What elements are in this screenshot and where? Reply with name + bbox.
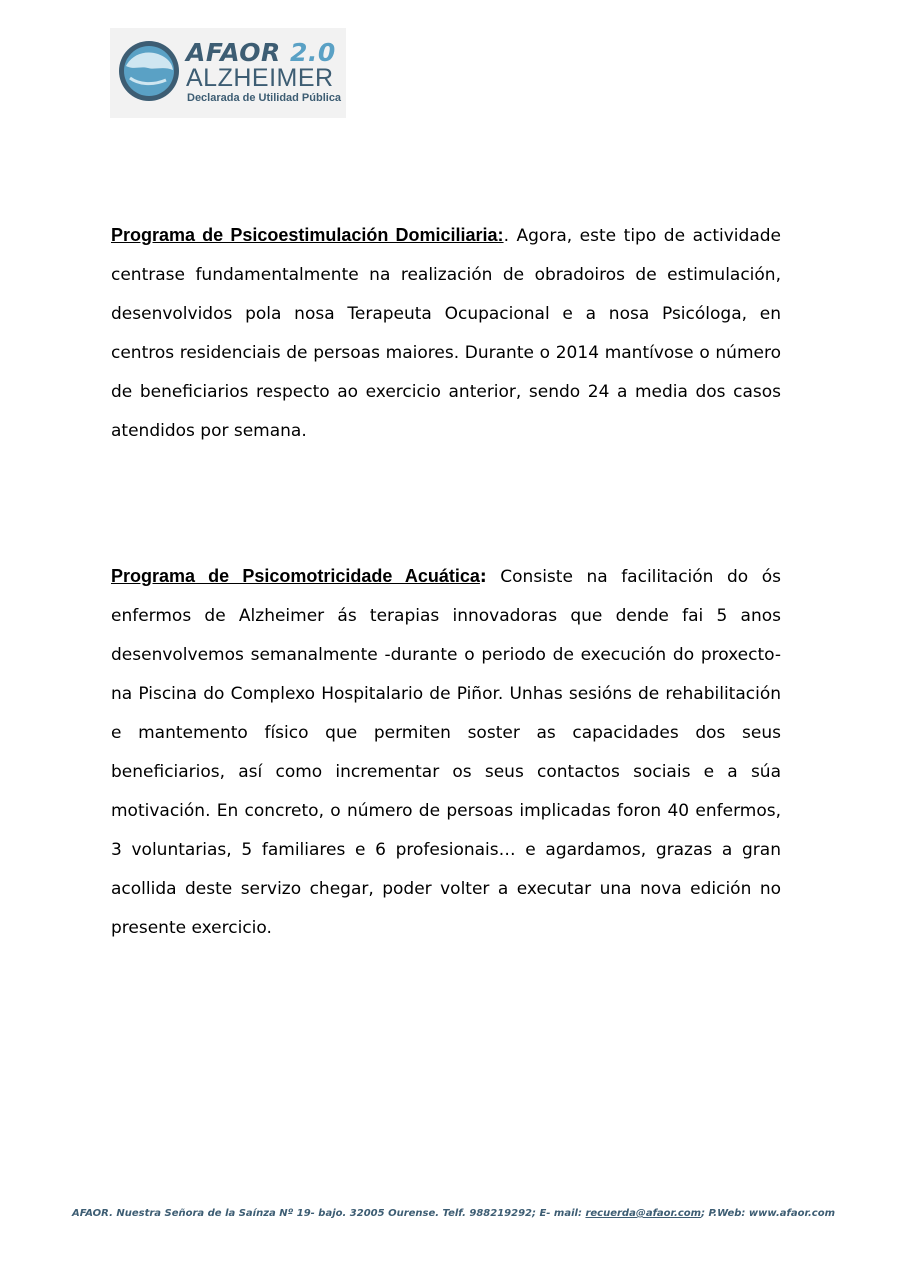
body-psicomotricidade: Consiste na facilitación do ós enfermos de Alzheimer ás terapias innovadoras que dende fai 5 anos desenvolvemos semanalmente -durante o periodo de execución do proxecto- na Piscina do Complexo Hospitalario de Piñor. Unhas sesións de rehabilitación e mantemento físico que permiten soster as capacidades dos seus beneficiarios, así como incrementar os seus contactos sociais e a súa motivación. En concreto, o número de persoas implicadas foron 40 enfermos, 3 voluntarias, 5 familiares e 6 profesionais… e agardamos, grazas a gran acollida deste servizo chegar, poder volter a executar una nova edición no presente exercicio.	[111, 567, 782, 938]
page-footer	[0, 1208, 907, 1219]
logo-subtitle: ALZHEIMER	[186, 64, 334, 92]
heading-psicoestimulacion: Programa de Psicoestimulación Domiciliaria:	[111, 225, 504, 245]
footer-email-link[interactable]: recuerda@afaor.com	[585, 1208, 702, 1219]
logo-title: AFAOR 2.0	[186, 38, 336, 67]
footer-address: AFAOR. Nuestra Señora de la Saínza Nº 19- bajo. 32005 Ourense. Telf. 988219292; E- mail:	[71, 1208, 586, 1219]
alzheimer-globe-icon	[118, 40, 180, 102]
paragraph-psicomotricidade	[111, 557, 781, 948]
logo-version: 2.0	[290, 38, 336, 67]
heading-separator: :	[479, 567, 487, 587]
paragraph-psicoestimulacion	[111, 216, 781, 451]
footer-web: ; P.Web: www.afaor.com	[701, 1208, 836, 1219]
logo-tagline: Declarada de Utilidad Pública	[187, 92, 342, 104]
body-psicoestimulacion: . Agora, este tipo de actividade centrase fundamentalmente na realización de obradoiros de estimulación, desenvolvidos pola nosa Terapeuta Ocupacional e a nosa Psicóloga, en centros residenciais de persoas maiores. Durante o 2014 mantívose o número de beneficiarios respecto ao exercicio anterior, sendo 24 a media dos casos atendidos por semana.	[111, 226, 781, 441]
heading-psicomotricidade: Programa de Psicomotricidade Acuática	[111, 566, 480, 586]
afaor-logo	[110, 28, 346, 118]
